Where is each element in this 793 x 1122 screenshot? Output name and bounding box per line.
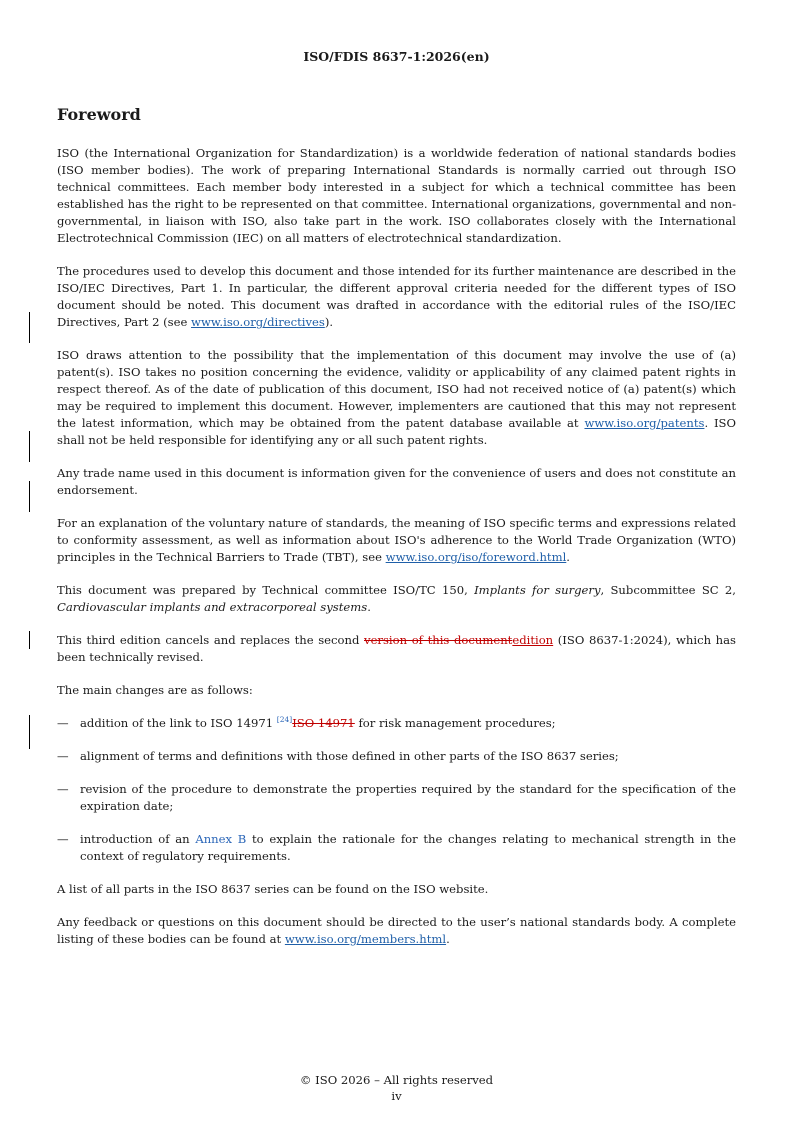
members-link[interactable]: www.iso.org/members.html (284, 932, 447, 946)
paragraph-procedures: The procedures used to develop this document and those intended for its further maintenance are described in the ISO/IEC Directives, Part 1. In particular, the different approval criteria needed for the different types of ISO document should be noted. This document was drafted in accordance with the editorial rules of the ISO/IEC Directives, Part 2 (see www.iso.org/directives). (57, 264, 736, 329)
deleted-text: version of this document (364, 633, 513, 647)
change-bar (29, 715, 30, 749)
foreword-link[interactable]: www.iso.org/iso/foreword.html (385, 550, 567, 564)
foreword-body (57, 145, 736, 964)
copyright-notice: © ISO 2026 – All rights reserved (299, 1073, 494, 1087)
change-bar (29, 631, 30, 649)
paragraph-edition: This third edition cancels and replaces the second version of this documentedition (ISO 8637-1:2024), which has been technically revised. (57, 633, 736, 664)
page-number: iv (391, 1089, 402, 1103)
annex-b-link[interactable]: Annex B (195, 832, 247, 846)
directives-link[interactable]: www.iso.org/directives (191, 315, 325, 329)
deleted-text: ISO 14971 (292, 716, 355, 730)
page-footer (0, 1072, 793, 1104)
paragraph-main-changes: The main changes are as follows: (57, 683, 253, 697)
running-header: ISO/FDIS 8637-1:2026(en) (303, 49, 490, 64)
section-title: Foreword (57, 105, 141, 124)
list-item: — introduction of an Annex B to explain the rationale for the changes relating to mechanical strength in the context of regulatory requirements. (57, 832, 736, 863)
paragraph-feedback: Any feedback or questions on this document should be directed to the user’s national standards body. A complete listing of these bodies can be found at www.iso.org/members.html. (57, 915, 736, 946)
list-item: — addition of the link to ISO 14971 [24]ISO 14971 for risk management procedures; (57, 715, 556, 730)
paragraph-series-list: A list of all parts in the ISO 8637 series can be found on the ISO website. (57, 882, 489, 896)
list-item: — alignment of terms and definitions with those defined in other parts of the ISO 8637 series; (57, 749, 619, 763)
paragraph-patents: ISO draws attention to the possibility that the implementation of this document may involve the use of (a) patent(s). ISO takes no position concerning the evidence, validity or applicability of any claimed patent rights in respect thereof. As of the date of publication of this document, ISO had not received notice of (a) patent(s) which may be required to implement this document. However, implementers are cautioned that this may not represent the latest information, which may be obtained from the patent database available at www.iso.org/patents. ISO shall not be held responsible for identifying any or all such patent rights. (57, 348, 736, 447)
list-item: — revision of the procedure to demonstrate the properties required by the standard for the specification of the expiration date; (57, 782, 736, 813)
bibliography-reference[interactable]: [24] (276, 715, 293, 725)
change-bar (29, 431, 30, 462)
paragraph-committee: This document was prepared by Technical committee ISO/TC 150, Implants for surgery, Subcommittee SC 2, Cardiovascular implants and extracorporeal systems. (57, 583, 736, 614)
paragraph-trade-name: Any trade name used in this document is information given for the convenience of users and does not constitute an endorsement. (57, 466, 736, 497)
patents-link[interactable]: www.iso.org/patents (584, 416, 705, 430)
change-bar (29, 481, 30, 512)
paragraph-voluntary-nature: For an explanation of the voluntary nature of standards, the meaning of ISO specific terms and expressions related to conformity assessment, as well as information about ISO's adherence to the World Trade Organization (WTO) principles in the Technical Barriers to Trade (TBT), see www.iso.org/iso/foreword.html. (57, 516, 736, 564)
inserted-text: edition (512, 633, 554, 647)
change-bar (29, 312, 30, 343)
paragraph-iso-intro: ISO (the International Organization for Standardization) is a worldwide federation of national standards bodies (ISO member bodies). The work of preparing International Standards is normally carried out through ISO technical committees. Each member body interested in a subject for which a technical committee has been established has the right to be represented on that committee. International organizations, governmental and non-governmental, in liaison with ISO, also take part in the work. ISO collaborates closely with the International Electrotechnical Commission (IEC) on all matters of electrotechnical standardization. (57, 146, 736, 245)
